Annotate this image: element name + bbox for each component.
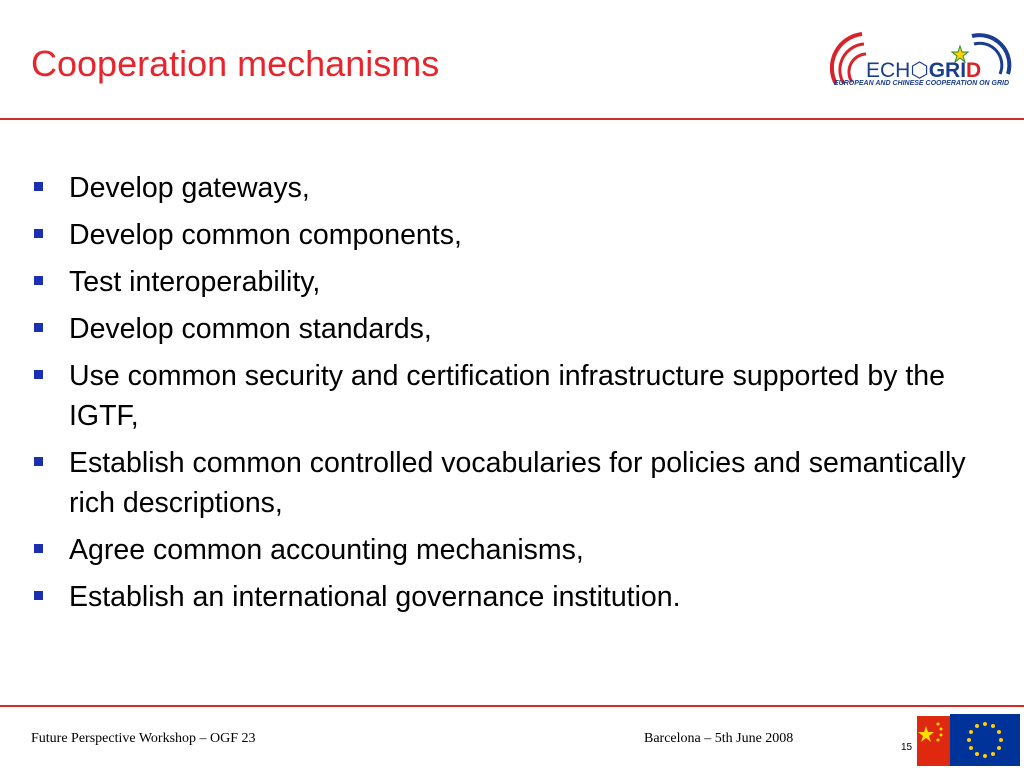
- bullet-list: [34, 168, 994, 624]
- eu-flag-icon: [950, 714, 1020, 766]
- china-flag-icon: [917, 716, 951, 766]
- list-item: Agree common accounting mechanisms,: [34, 530, 994, 570]
- bullet-square-icon: [34, 182, 43, 191]
- footer-divider: [0, 705, 1024, 707]
- bullet-square-icon: [34, 276, 43, 285]
- footer-event: Future Perspective Workshop – OGF 23: [31, 731, 256, 746]
- list-item: Develop common components,: [34, 215, 994, 255]
- logo-hexagon-icon: ⬡: [910, 59, 929, 82]
- bullet-square-icon: [34, 229, 43, 238]
- list-item: Establish an international governance institution.: [34, 577, 994, 617]
- echogrid-logo: [822, 14, 1018, 100]
- logo-gri: GRI: [928, 59, 967, 82]
- logo-d: D: [966, 59, 982, 82]
- logo-arcs-icon: [822, 14, 1018, 100]
- list-item: Develop gateways,: [34, 168, 994, 208]
- bullet-square-icon: [34, 323, 43, 332]
- list-item: Establish common controlled vocabularies for policies and semantically rich descriptions,: [34, 443, 994, 523]
- list-item: Use common security and certification infrastructure supported by the IGTF,: [34, 356, 994, 436]
- slide-title: Cooperation mechanisms: [31, 43, 440, 84]
- list-item: Develop common standards,: [34, 309, 994, 349]
- logo-subtitle: EUROPEAN AND CHINESE COOPERATION ON GRID: [834, 80, 1010, 87]
- bullet-square-icon: [34, 370, 43, 379]
- footer-location-date: Barcelona – 5th June 2008: [644, 731, 794, 746]
- bullet-square-icon: [34, 544, 43, 553]
- title-divider: [0, 118, 1024, 120]
- bullet-square-icon: [34, 457, 43, 466]
- page-number: 15: [901, 742, 913, 753]
- bullet-square-icon: [34, 591, 43, 600]
- list-item: Test interoperability,: [34, 262, 994, 302]
- logo-ech: ECH: [866, 59, 911, 82]
